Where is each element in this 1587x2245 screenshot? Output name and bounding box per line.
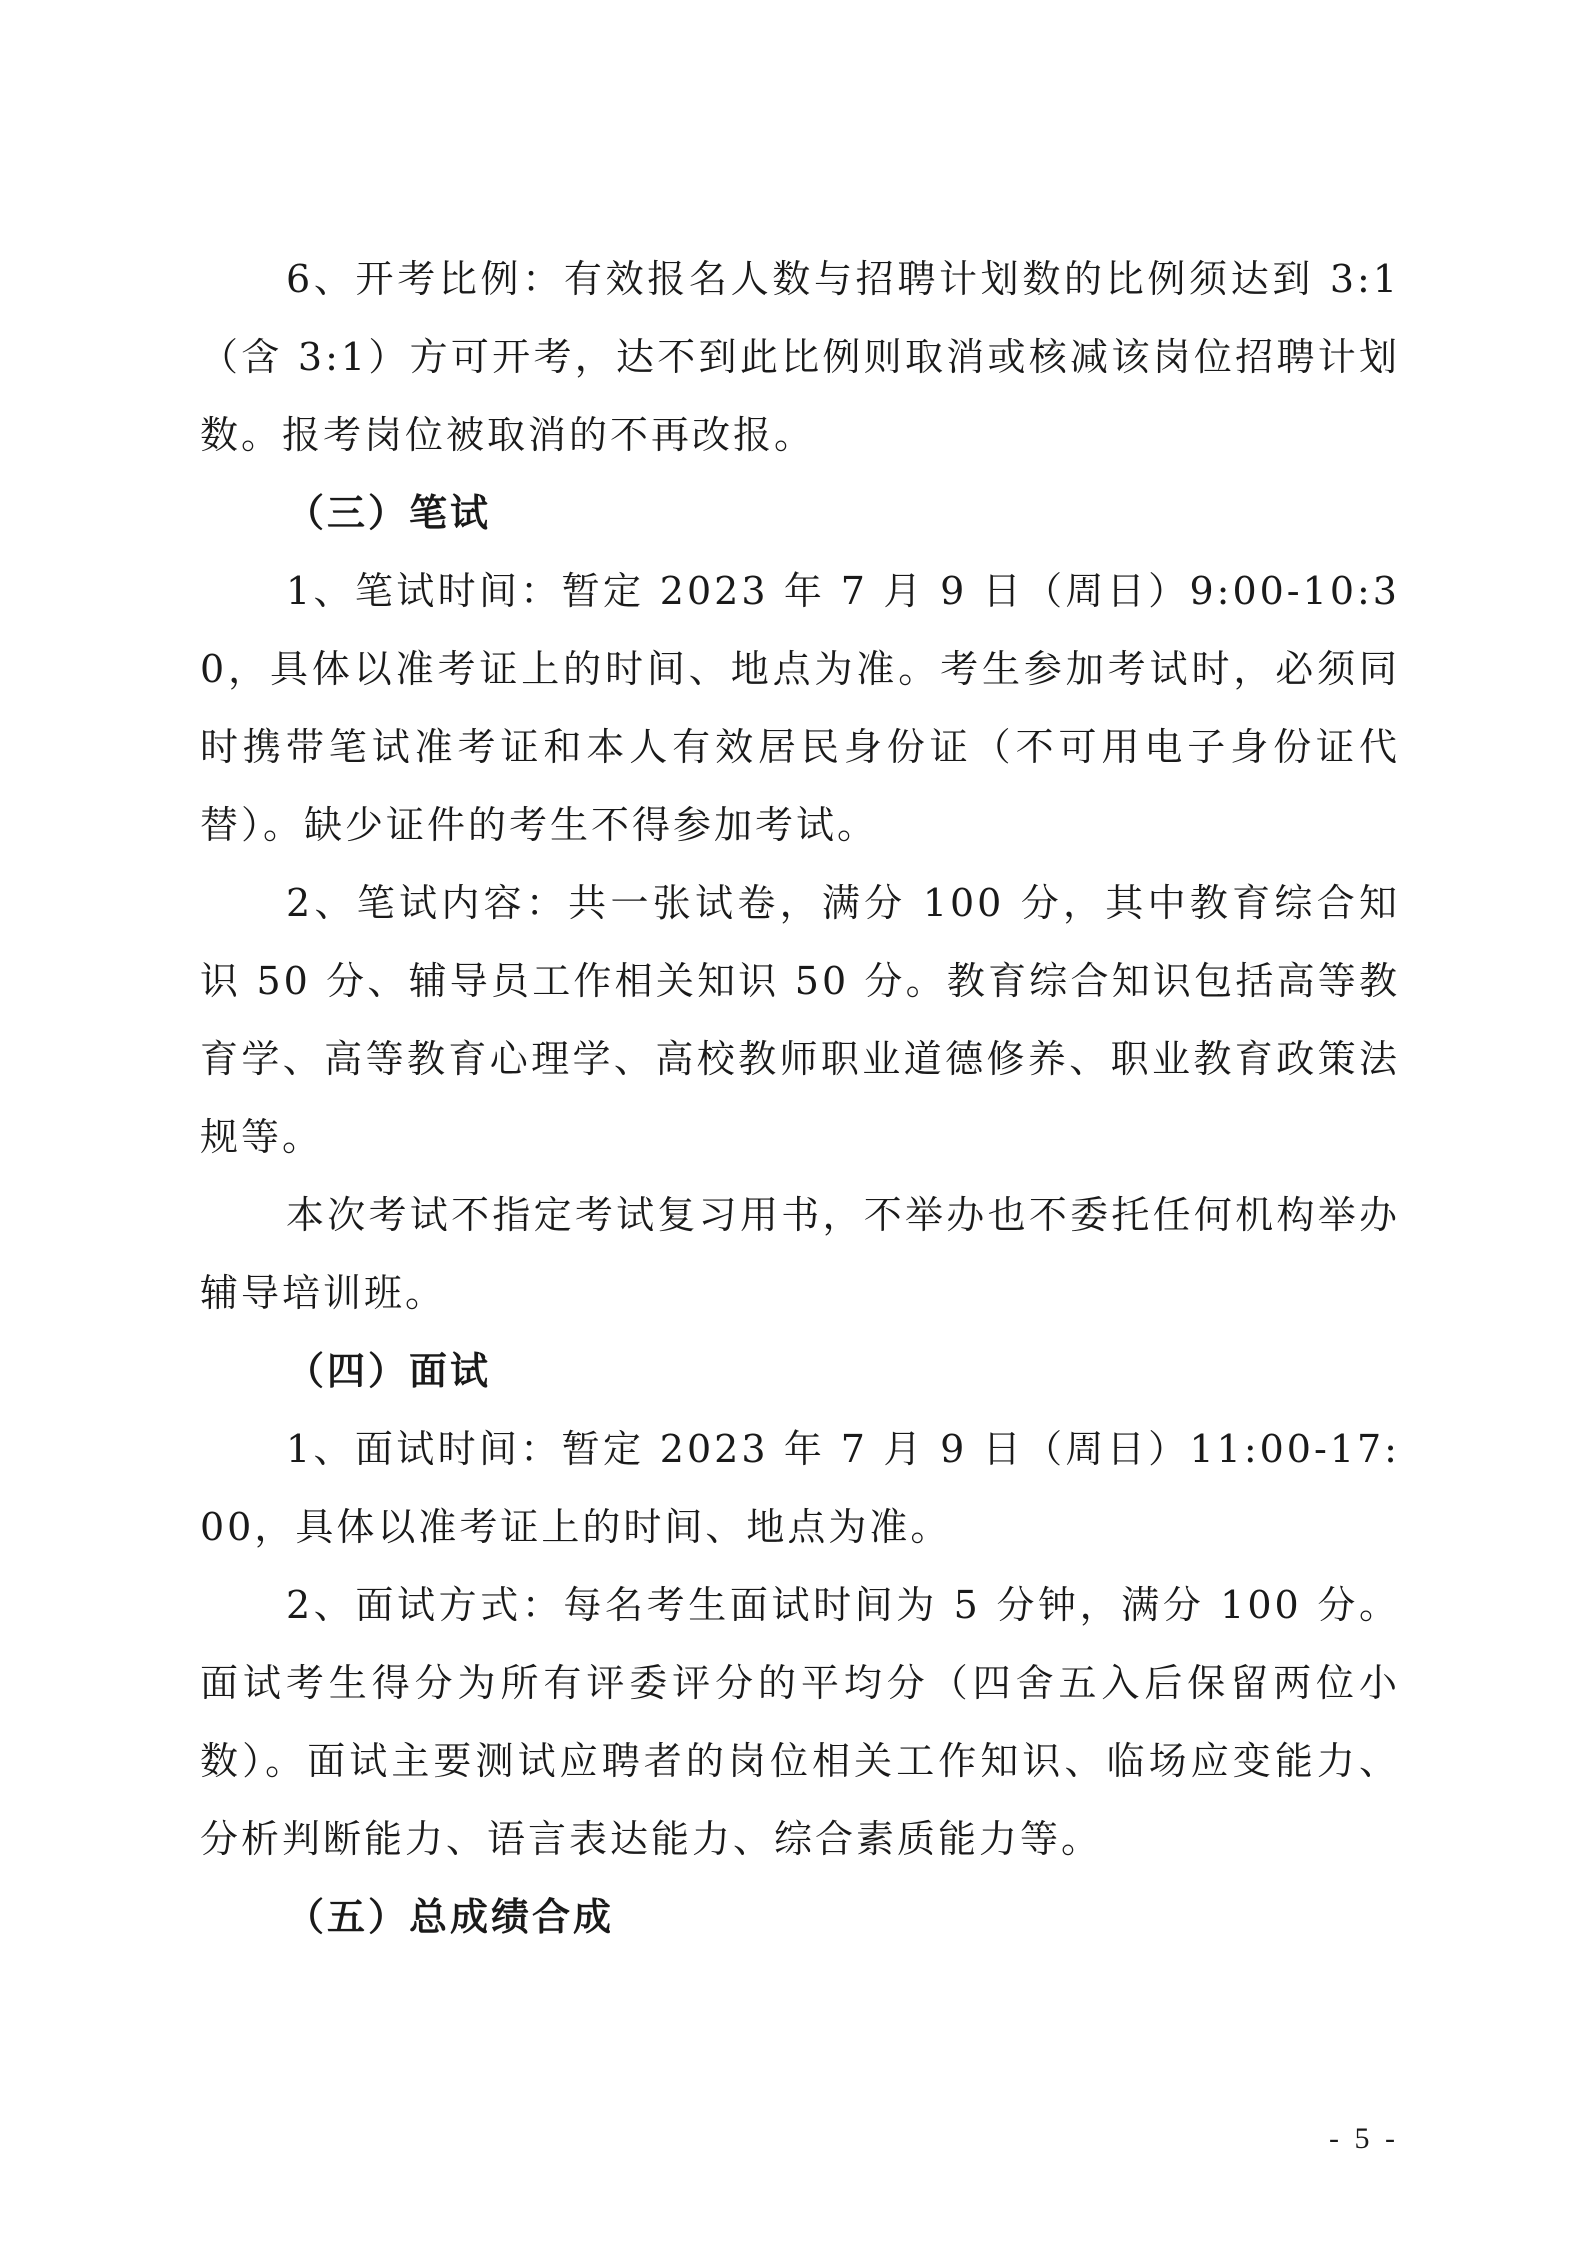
section-heading-total-score: （五）总成绩合成: [286, 1895, 615, 1939]
paragraph-written-exam-content: 2、笔试内容：共一张试卷，满分 100 分，其中教育综合知识 50 分、辅导员工作相关知识 50 分。教育综合知识包括高等教育学、高等教育心理学、高校教师职业道德修养、职业教育政策法规等。: [200, 881, 1400, 1159]
paragraph-no-designated-books: 本次考试不指定考试复习用书，不举办也不委托任何机构举办辅导培训班。: [200, 1193, 1400, 1315]
paragraph-interview-time: 1、面试时间：暂定 2023 年 7 月 9 日（周日）11:00-17:00，具体以准考证上的时间、地点为准。: [200, 1427, 1400, 1549]
paragraph-written-exam-time: 1、笔试时间：暂定 2023 年 7 月 9 日（周日）9:00-10:30，具体以准考证上的时间、地点为准。考生参加考试时，必须同时携带笔试准考证和本人有效居民身份证（不可用电子身份证代替）。缺少证件的考生不得参加考试。: [200, 569, 1400, 847]
paragraph-exam-ratio: 6、开考比例：有效报名人数与招聘计划数的比例须达到 3:1（含 3:1）方可开考，达不到此比例则取消或核减该岗位招聘计划数。报考岗位被取消的不再改报。: [200, 257, 1400, 457]
document-body: [200, 240, 1400, 1956]
section-heading-written-exam: （三）笔试: [286, 491, 492, 535]
page-number: - 5 -: [1329, 2122, 1399, 2155]
paragraph-interview-method: 2、面试方式：每名考生面试时间为 5 分钟，满分 100 分。面试考生得分为所有评委评分的平均分（四舍五入后保留两位小数）。面试主要测试应聘者的岗位相关工作知识、临场应变能力、分析判断能力、语言表达能力、综合素质能力等。: [200, 1583, 1400, 1861]
section-heading-interview: （四）面试: [286, 1349, 492, 1393]
